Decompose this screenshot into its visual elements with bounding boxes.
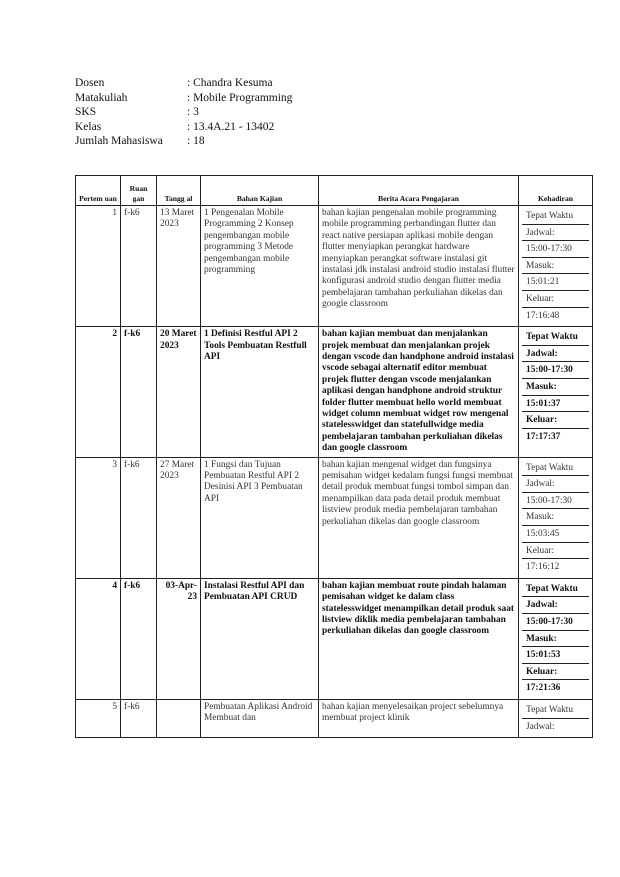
table-row	[76, 327, 593, 457]
attendance-in: 15:01:53	[522, 647, 589, 664]
row-room: f-k6	[121, 327, 157, 457]
header-tanggal: Tangg al	[157, 176, 201, 206]
row-number: 2	[76, 327, 121, 457]
course-info	[75, 76, 292, 149]
table-header-row	[76, 176, 593, 206]
row-attendance	[519, 699, 593, 737]
row-attendance	[519, 327, 593, 457]
row-news: bahan kajian membuat dan menjalankan projek membuat dan menjalankan projek dengan vscode dan handphone android instalasi vscode sebagai alternatif editor membuat projek flutter dengan vscode menjalankan aplikasi dengan handphone android struktur folder flutter membuat hello world membuat widget column membuat widget row mengenal statelesswidget dan statefullwidge media pembelajaran tambahan perkuliahan dikelas dan google classroom	[319, 327, 519, 457]
info-value: : 18	[187, 135, 205, 148]
attendance-in-label: Masuk:	[522, 631, 589, 648]
header-berita-acara: Berita Acara Pengajaran	[319, 176, 519, 206]
attendance-out-label: Keluar:	[522, 291, 589, 308]
row-date: 20 Maret 2023	[157, 327, 201, 457]
row-news: bahan kajian pengenalan mobile programming mobile programming perbandingan flutter dan react native persiapan aplikasi mobile dengan flutter menyiapkan perangkat hardware menyiapkan perangkat software instalasi git instalasi jdk instalasi android studio instalasi flutter konfigurasi android studio dengan flutter media pembelajaran tambahan perkuliahan dikelas dan google classroom	[319, 206, 519, 327]
row-date: 13 Maret 2023	[157, 206, 201, 327]
attendance-schedule-label: Jadwal:	[526, 721, 555, 732]
info-row-sks	[75, 105, 292, 120]
row-date	[157, 699, 201, 737]
info-value: : Mobile Programming	[187, 91, 293, 104]
attendance-in: 15:01:21	[522, 274, 589, 291]
row-topic: 1 Pengenalan Mobile Programming 2 Konsep pengembangan mobile programming 3 Metode pengembangan mobile programming	[201, 206, 319, 327]
row-number: 1	[76, 206, 121, 327]
info-value: : Chandra Kesuma	[187, 77, 273, 89]
row-room: f-k6	[121, 206, 157, 327]
row-date: 27 Maret 2023	[157, 457, 201, 578]
table-row	[76, 457, 593, 578]
header-ruangan: Ruan gan	[121, 176, 157, 206]
attendance-status: Tepat Waktu	[522, 460, 589, 477]
attendance-schedule: 15:00-17:30	[522, 614, 589, 631]
info-value: : 3	[187, 106, 199, 119]
attendance-schedule-label: Jadwal:	[522, 476, 589, 493]
header-kehadiran: Kehadiran	[519, 176, 593, 206]
row-topic: Instalasi Restful API dan Pembuatan API CRUD	[201, 578, 319, 699]
row-news: bahan kajian mengenal widget dan fungsinya pemisahan widget kedalam fungsi fungsi membuat detail produk membuat fungsi tombol simpan dan menampilkan data pada detail produk membuat listview produk media pembelajaran tambahan perkuliahan dikelas dan google classroom	[319, 457, 519, 578]
attendance-schedule-label: Jadwal:	[522, 346, 589, 363]
table-row	[76, 578, 593, 699]
info-label: Jumlah Mahasiswa	[75, 135, 163, 148]
attendance-in-label: Masuk:	[522, 258, 589, 275]
info-row-matakuliah	[75, 91, 292, 106]
row-topic: 1 Fungsi dan Tujuan Pembuatan Restful API 2 Desinisi API 3 Pembuatan API	[201, 457, 319, 578]
info-row-jumlah-mahasiswa	[75, 134, 292, 149]
attendance-schedule: 15:00-17:30	[522, 493, 589, 510]
attendance-schedule: 15:00-17:30	[522, 362, 589, 379]
info-label: Dosen	[75, 77, 105, 89]
attendance-out: 17:16:12	[526, 562, 560, 573]
row-number: 3	[76, 457, 121, 578]
header-pertemuan: Pertem uan	[76, 176, 121, 206]
row-attendance	[519, 578, 593, 699]
attendance-in-label: Masuk:	[522, 509, 589, 526]
info-label: Matakuliah	[75, 91, 128, 104]
row-attendance	[519, 206, 593, 327]
row-room: f-k6	[121, 699, 157, 737]
attendance-out: 17:21:36	[526, 683, 561, 694]
attendance-in-label: Masuk:	[522, 379, 589, 396]
attendance-out-label: Keluar:	[522, 412, 589, 429]
header-bahan-kajian: Bahan Kajian	[201, 176, 319, 206]
attendance-in: 15:03:45	[522, 526, 589, 543]
table-row	[76, 699, 593, 737]
attendance-schedule-label: Jadwal:	[522, 225, 589, 242]
attendance-status: Tepat Waktu	[522, 329, 589, 346]
row-room: f-k6	[121, 457, 157, 578]
attendance-table	[75, 175, 593, 738]
row-topic: 1 Definisi Restful API 2 Tools Pembuatan Restfull API	[201, 327, 319, 457]
info-row-dosen	[75, 76, 292, 91]
row-news: bahan kajian menyelesaikan project sebelumnya membuat project klinik	[319, 699, 519, 737]
row-number: 4	[76, 578, 121, 699]
row-number: 5	[76, 699, 121, 737]
attendance-out-label: Keluar:	[522, 543, 589, 560]
row-topic: Pembuatan Aplikasi Android Membuat dan	[201, 699, 319, 737]
info-row-kelas	[75, 120, 292, 135]
row-news: bahan kajian membuat route pindah halaman pemisahan widget ke dalam class statelesswidget menampilkan detail produk saat listview diklik media pembelajaran tambahan perkuliahan dikelas dan google classroom	[319, 578, 519, 699]
attendance-schedule: 15:00-17:30	[522, 241, 589, 258]
attendance-status: Tepat Waktu	[522, 581, 589, 598]
attendance-status: Tepat Waktu	[522, 208, 589, 225]
info-label: SKS	[75, 106, 97, 119]
row-date: 03-Apr-23	[157, 578, 201, 699]
attendance-out: 17:16:48	[526, 310, 560, 321]
attendance-out: 17:17:37	[526, 431, 561, 442]
info-value: : 13.4A.21 - 13402	[187, 120, 275, 133]
attendance-in: 15:01:37	[522, 396, 589, 413]
attendance-schedule-label: Jadwal:	[522, 597, 589, 614]
row-attendance	[519, 457, 593, 578]
attendance-status: Tepat Waktu	[522, 702, 589, 719]
info-label: Kelas	[75, 120, 102, 133]
attendance-out-label: Keluar:	[522, 664, 589, 681]
table-row	[76, 206, 593, 327]
row-room: f-k6	[121, 578, 157, 699]
